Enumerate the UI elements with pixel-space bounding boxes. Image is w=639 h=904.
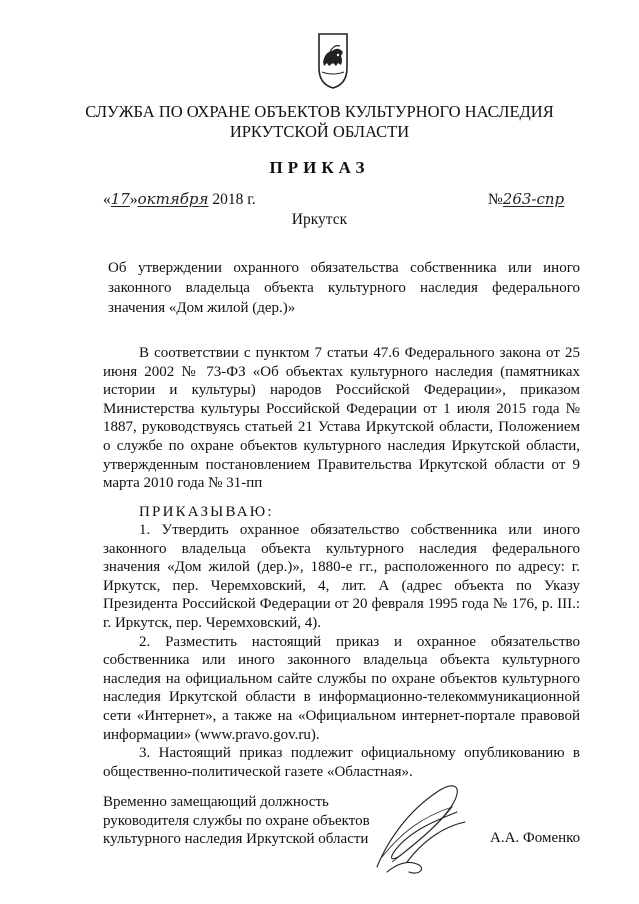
organization-title-line1: СЛУЖБА ПО ОХРАНЕ ОБЪЕКТОВ КУЛЬТУРНОГО НАСЛЕДИЯ — [85, 102, 554, 121]
order-item-1: 1. Утвердить охранное обязательство собственника или иного законного владельца объекта культурного наследия федерального значения «Дом жилой (дер.)», 1880-е гг., расположенного по адресу: г. Иркутск, пер. Черемховский, 4, лит. А (адрес объекта по Указу Президента Российской Федерации от 20 февраля 1995 года № 176, р. III.: г. Иркутск, пер. Черемховский, 4). — [103, 522, 580, 631]
signatory-line1: Временно замещающий должность — [103, 794, 329, 810]
organization-title — [0, 102, 639, 142]
signatory-line2: руководителя службы по охране объектов — [103, 812, 370, 829]
date-quote-close: » — [129, 191, 138, 208]
document-type-heading: ПРИКАЗ — [269, 158, 370, 177]
order-number — [488, 190, 564, 209]
order-subject: Об утверждении охранного обязательства собственника или иного законного владельца объекта культурного наследия федерального значения «Дом жилой (дер.)» — [108, 260, 580, 316]
preamble-block — [103, 344, 580, 493]
order-items — [103, 521, 580, 781]
date-day: 17 — [110, 190, 130, 208]
city: Иркутск — [291, 211, 348, 228]
order-number-value: 263-спр — [502, 190, 565, 208]
date-month: октября — [137, 190, 209, 208]
order-item-2: 2. Разместить настоящий приказ и охранное обязательство собственника или иного законного владельца объекта культурного наследия на официальном сайте службы по охране объектов культурного наследия Иркутской области в информационно-телекоммуникационной сети «Интернет», а также на «Официальном интернет-портале правовой информации» (www.pravo.gov.ru). — [103, 633, 580, 743]
order-heading-block — [103, 503, 580, 522]
date-year: 2018 г. — [208, 191, 256, 208]
signatory-position — [103, 793, 370, 849]
organization-title-line2: ИРКУТСКОЙ ОБЛАСТИ — [229, 122, 410, 141]
handwritten-signature — [367, 772, 472, 882]
order-date — [103, 190, 256, 209]
signatory-line3: культурного наследия Иркутской области — [103, 831, 369, 848]
order-number-prefix: № — [488, 191, 503, 208]
signatory-name: А.А. Фоменко — [490, 830, 581, 846]
order-heading: ПРИКАЗЫВАЮ: — [139, 504, 274, 520]
coat-of-arms-emblem — [316, 32, 350, 90]
preamble-text: В соответствии с пунктом 7 статьи 47.6 Федерального закона от 25 июня 2002 № 73-ФЗ «Об объектах культурного наследия (памятниках истории и культуры) народов Российской Федерации», приказом Министерства культуры Российской Федерации от 1 июля 2015 года № 1887, руководствуясь статьей 21 Устава Иркутской области, Положением о службе по охране объектов культурного наследия Иркутской области, утвержденным постановлением Правительства Иркутской области от 9 марта 2010 года № 31-пп — [103, 345, 580, 492]
order-item-3: 3. Настоящий приказ подлежит официальному опубликованию в общественно-политической газете «Областная». — [103, 745, 580, 780]
date-quote-open: « — [103, 191, 111, 208]
